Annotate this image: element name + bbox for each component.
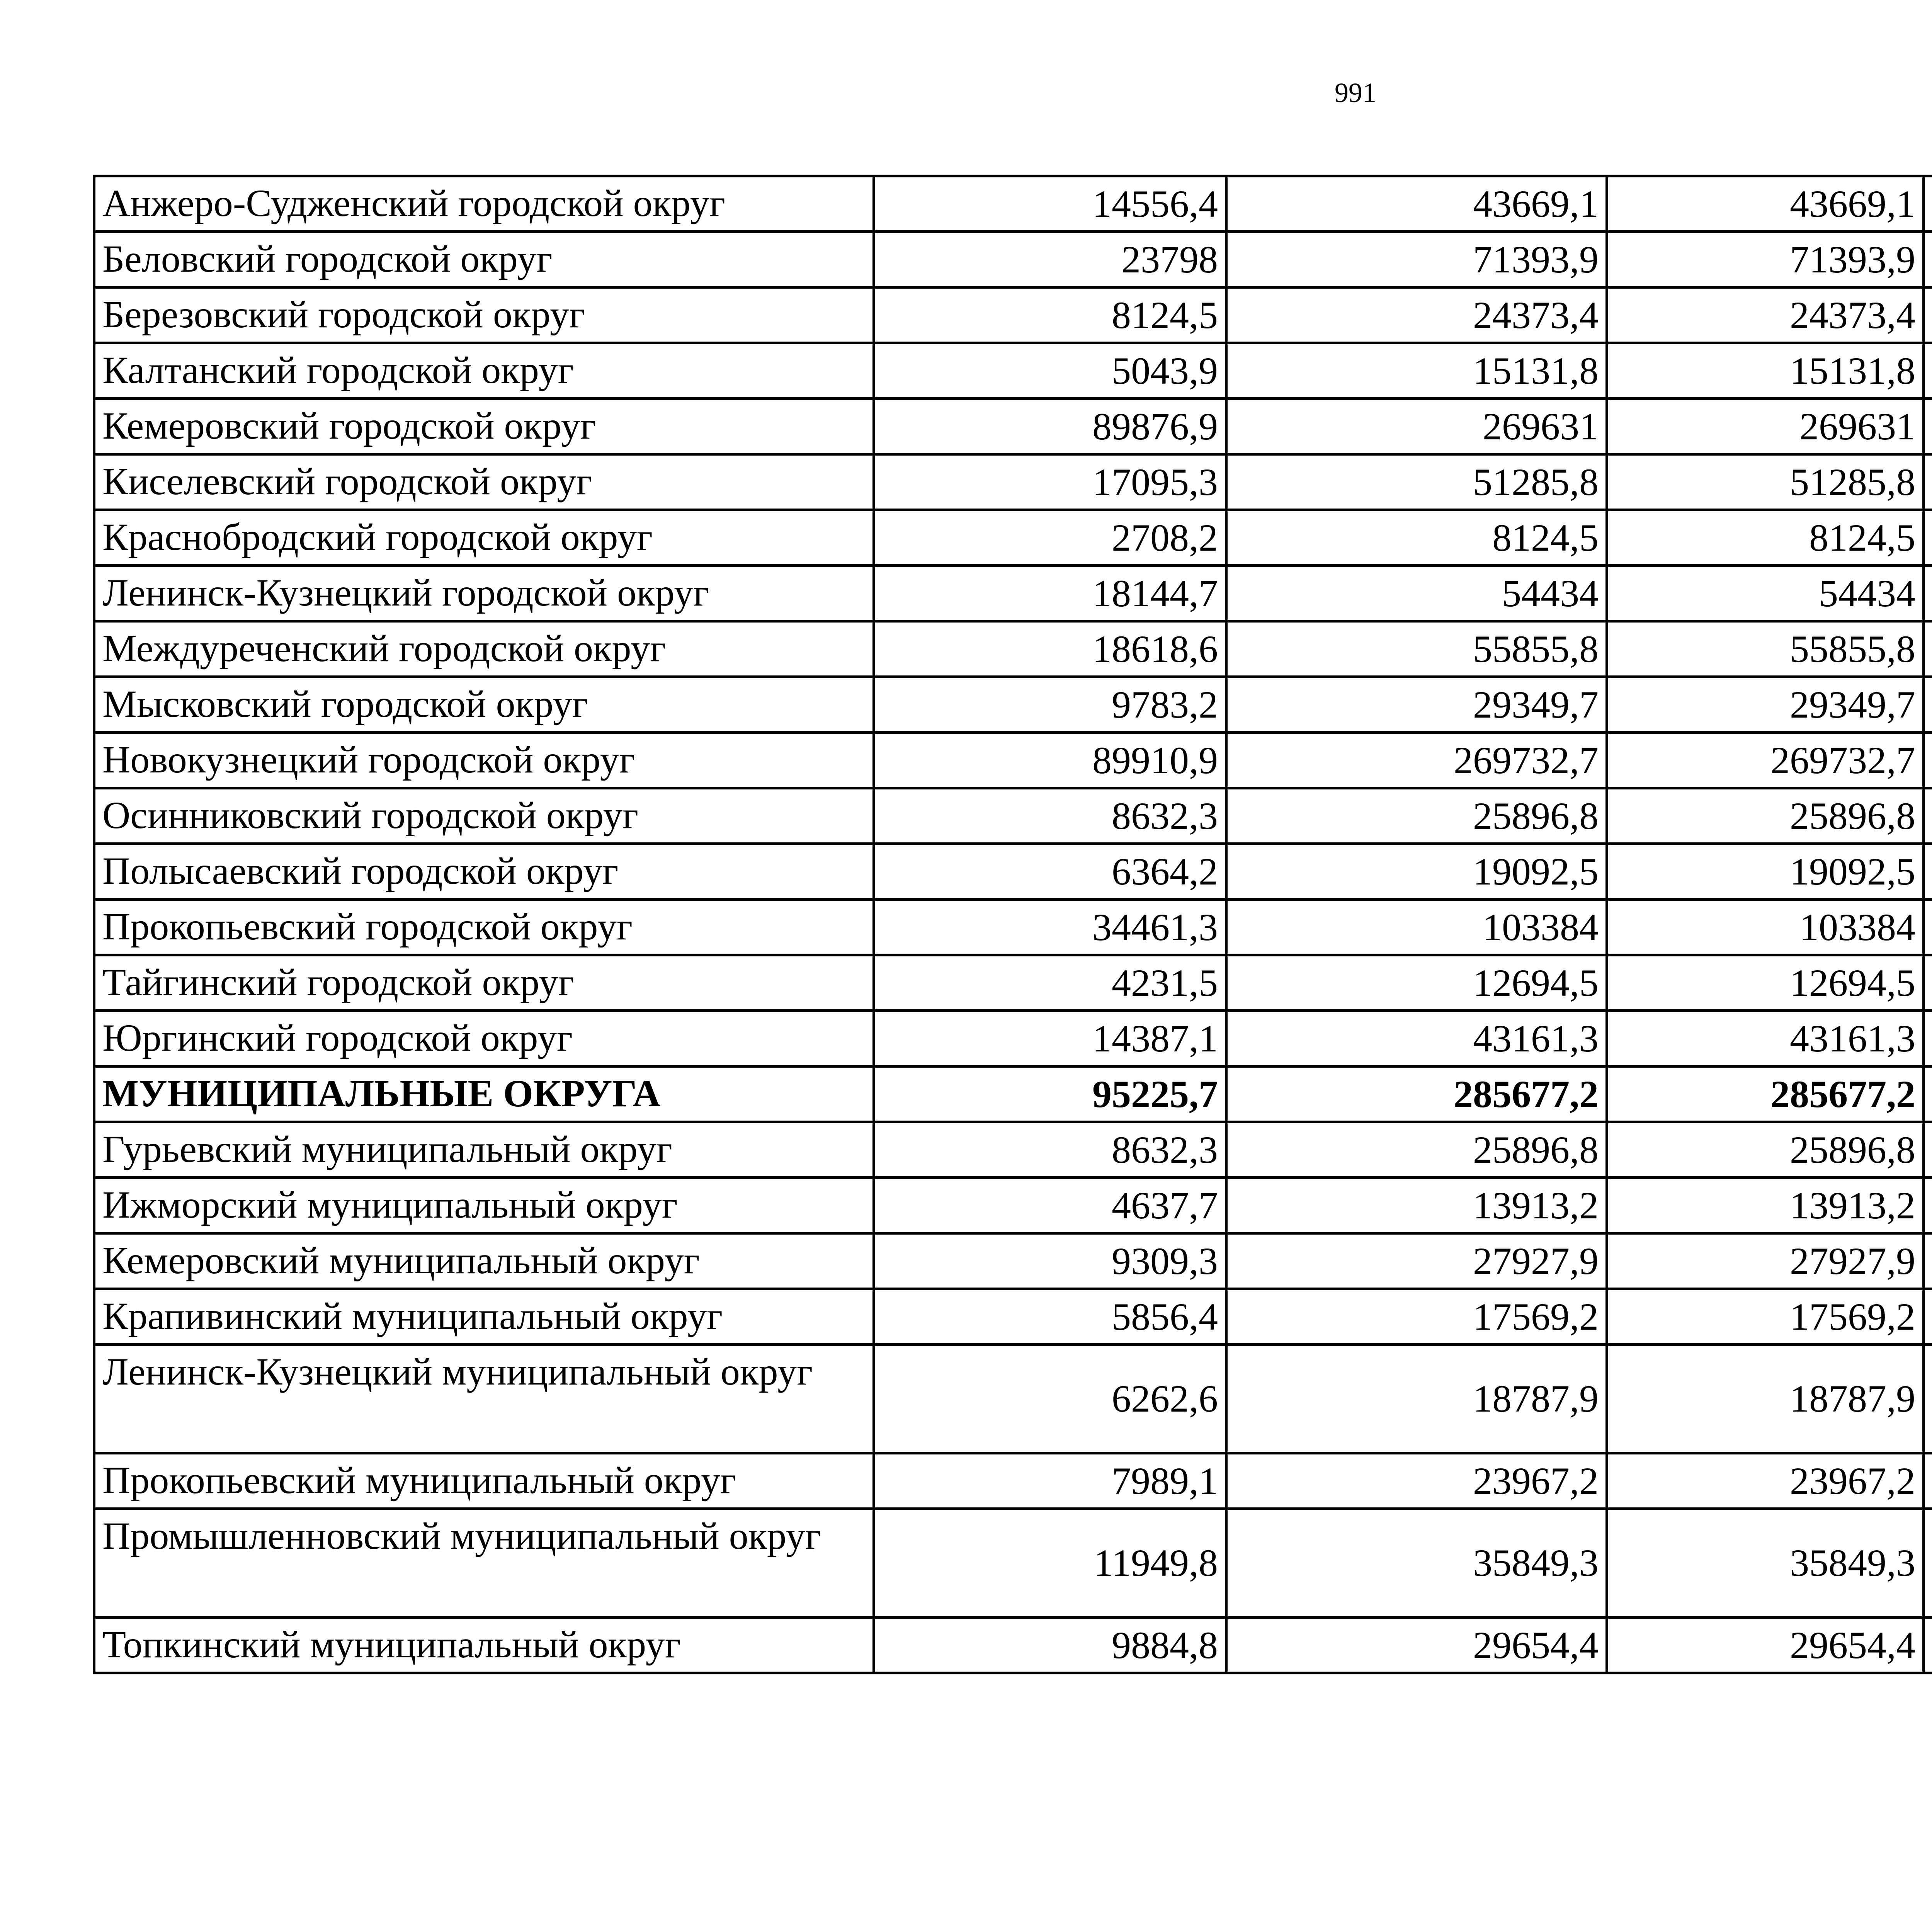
row-name-cell: Ленинск-Кузнецкий муниципальный округ <box>94 1345 874 1453</box>
value-cell-3: 35849,3 <box>1607 1509 1924 1618</box>
table-row <box>94 900 1932 955</box>
value-cell-3: 269631 <box>1607 399 1924 454</box>
value-cell-1: 8632,3 <box>874 788 1226 844</box>
table-row <box>94 844 1932 900</box>
row-name-cell: Анжеро-Судженский городской округ <box>94 176 874 232</box>
value-cell-4 <box>1924 677 1932 733</box>
table-row <box>94 566 1932 621</box>
table-row <box>94 1178 1932 1233</box>
value-cell-1: 18144,7 <box>874 566 1226 621</box>
value-cell-4 <box>1924 1509 1932 1618</box>
value-cell-1: 5856,4 <box>874 1289 1226 1345</box>
value-cell-2: 24373,4 <box>1226 287 1607 343</box>
value-cell-1: 14556,4 <box>874 176 1226 232</box>
value-cell-2: 25896,8 <box>1226 1122 1607 1178</box>
value-cell-3: 12694,5 <box>1607 955 1924 1011</box>
value-cell-1: 8124,5 <box>874 287 1226 343</box>
value-cell-4 <box>1924 1345 1932 1453</box>
row-name-cell: Гурьевский муниципальный округ <box>94 1122 874 1178</box>
row-name-cell: Прокопьевский городской округ <box>94 900 874 955</box>
value-cell-3: 54434 <box>1607 566 1924 621</box>
value-cell-4 <box>1924 232 1932 287</box>
row-name-cell: Топкинский муниципальный округ <box>94 1618 874 1673</box>
value-cell-4 <box>1924 343 1932 399</box>
value-cell-3: 43669,1 <box>1607 176 1924 232</box>
table-row <box>94 621 1932 677</box>
value-cell-4 <box>1924 955 1932 1011</box>
value-cell-3: 8124,5 <box>1607 510 1924 566</box>
value-cell-2: 54434 <box>1226 566 1607 621</box>
value-cell-4 <box>1924 1011 1932 1067</box>
value-cell-1: 4637,7 <box>874 1178 1226 1233</box>
table-row <box>94 955 1932 1011</box>
value-cell-2: 285677,2 <box>1226 1067 1607 1122</box>
value-cell-3: 25896,8 <box>1607 788 1924 844</box>
row-name-cell: Ленинск-Кузнецкий городской округ <box>94 566 874 621</box>
row-name-cell: МУНИЦИПАЛЬНЫЕ ОКРУГА <box>94 1067 874 1122</box>
row-name-cell: Ижморский муниципальный округ <box>94 1178 874 1233</box>
value-cell-3: 13913,2 <box>1607 1178 1924 1233</box>
table-row <box>94 1453 1932 1509</box>
value-cell-3: 29654,4 <box>1607 1618 1924 1673</box>
row-name-cell: Новокузнецкий городской округ <box>94 733 874 788</box>
value-cell-4 <box>1924 176 1932 232</box>
row-name-cell: Мысковский городской округ <box>94 677 874 733</box>
value-cell-4 <box>1924 287 1932 343</box>
value-cell-3: 51285,8 <box>1607 454 1924 510</box>
table-row <box>94 399 1932 454</box>
row-name-cell: Кемеровский муниципальный округ <box>94 1233 874 1289</box>
value-cell-4 <box>1924 900 1932 955</box>
row-name-cell: Юргинский городской округ <box>94 1011 874 1067</box>
table-row <box>94 733 1932 788</box>
section-subtotal-row <box>94 1067 1932 1122</box>
value-cell-1: 7989,1 <box>874 1453 1226 1509</box>
value-cell-1: 6364,2 <box>874 844 1226 900</box>
value-cell-4 <box>1924 566 1932 621</box>
value-cell-1: 23798 <box>874 232 1226 287</box>
value-cell-2: 23967,2 <box>1226 1453 1607 1509</box>
table-row <box>94 176 1932 232</box>
table-row <box>94 1233 1932 1289</box>
table-row <box>94 1618 1932 1673</box>
value-cell-3: 55855,8 <box>1607 621 1924 677</box>
value-cell-2: 17569,2 <box>1226 1289 1607 1345</box>
table-row <box>94 232 1932 287</box>
value-cell-2: 25896,8 <box>1226 788 1607 844</box>
value-cell-2: 71393,9 <box>1226 232 1607 287</box>
value-cell-2: 269631 <box>1226 399 1607 454</box>
table-row <box>94 287 1932 343</box>
value-cell-1: 89910,9 <box>874 733 1226 788</box>
value-cell-3: 18787,9 <box>1607 1345 1924 1453</box>
table-row <box>94 1345 1932 1453</box>
value-cell-2: 35849,3 <box>1226 1509 1607 1618</box>
table-row <box>94 1289 1932 1345</box>
value-cell-1: 6262,6 <box>874 1345 1226 1453</box>
value-cell-3: 103384 <box>1607 900 1924 955</box>
row-name-cell: Калтанский городской округ <box>94 343 874 399</box>
value-cell-3: 43161,3 <box>1607 1011 1924 1067</box>
value-cell-3: 269732,7 <box>1607 733 1924 788</box>
row-name-cell: Междуреченский городской округ <box>94 621 874 677</box>
value-cell-4 <box>1924 399 1932 454</box>
table-row <box>94 1509 1932 1618</box>
value-cell-1: 11949,8 <box>874 1509 1226 1618</box>
value-cell-3: 17569,2 <box>1607 1289 1924 1345</box>
value-cell-2: 43161,3 <box>1226 1011 1607 1067</box>
value-cell-1: 8632,3 <box>874 1122 1226 1178</box>
value-cell-1: 9309,3 <box>874 1233 1226 1289</box>
value-cell-1: 18618,6 <box>874 621 1226 677</box>
value-cell-4 <box>1924 733 1932 788</box>
value-cell-1: 95225,7 <box>874 1067 1226 1122</box>
value-cell-2: 13913,2 <box>1226 1178 1607 1233</box>
row-name-cell: Промышленновский муниципальный округ <box>94 1509 874 1618</box>
row-name-cell: Крапивинский муниципальный округ <box>94 1289 874 1345</box>
value-cell-4 <box>1924 1178 1932 1233</box>
value-cell-2: 103384 <box>1226 900 1607 955</box>
value-cell-3: 24373,4 <box>1607 287 1924 343</box>
value-cell-3: 15131,8 <box>1607 343 1924 399</box>
value-cell-1: 9783,2 <box>874 677 1226 733</box>
row-name-cell: Березовский городской округ <box>94 287 874 343</box>
value-cell-4 <box>1924 1233 1932 1289</box>
value-cell-3: 71393,9 <box>1607 232 1924 287</box>
row-name-cell: Киселевский городской округ <box>94 454 874 510</box>
value-cell-4 <box>1924 1289 1932 1345</box>
value-cell-2: 29349,7 <box>1226 677 1607 733</box>
value-cell-2: 27927,9 <box>1226 1233 1607 1289</box>
value-cell-2: 8124,5 <box>1226 510 1607 566</box>
value-cell-4 <box>1924 788 1932 844</box>
value-cell-3: 285677,2 <box>1607 1067 1924 1122</box>
value-cell-1: 5043,9 <box>874 343 1226 399</box>
table-row <box>94 510 1932 566</box>
value-cell-2: 19092,5 <box>1226 844 1607 900</box>
budget-table <box>93 175 1932 1674</box>
value-cell-1: 34461,3 <box>874 900 1226 955</box>
value-cell-2: 29654,4 <box>1226 1618 1607 1673</box>
row-name-cell: Кемеровский городской округ <box>94 399 874 454</box>
table-row <box>94 788 1932 844</box>
value-cell-1: 17095,3 <box>874 454 1226 510</box>
table-row <box>94 677 1932 733</box>
row-name-cell: Краснобродский городской округ <box>94 510 874 566</box>
value-cell-1: 89876,9 <box>874 399 1226 454</box>
value-cell-1: 2708,2 <box>874 510 1226 566</box>
value-cell-2: 12694,5 <box>1226 955 1607 1011</box>
row-name-cell: Тайгинский городской округ <box>94 955 874 1011</box>
table-row <box>94 1011 1932 1067</box>
value-cell-4 <box>1924 1122 1932 1178</box>
value-cell-2: 269732,7 <box>1226 733 1607 788</box>
value-cell-4 <box>1924 1067 1932 1122</box>
value-cell-1: 4231,5 <box>874 955 1226 1011</box>
value-cell-1: 14387,1 <box>874 1011 1226 1067</box>
value-cell-2: 51285,8 <box>1226 454 1607 510</box>
table-row <box>94 454 1932 510</box>
table-row <box>94 1122 1932 1178</box>
value-cell-4 <box>1924 621 1932 677</box>
value-cell-2: 55855,8 <box>1226 621 1607 677</box>
value-cell-4 <box>1924 454 1932 510</box>
row-name-cell: Беловский городской округ <box>94 232 874 287</box>
value-cell-4 <box>1924 1453 1932 1509</box>
row-name-cell: Прокопьевский муниципальный округ <box>94 1453 874 1509</box>
value-cell-3: 19092,5 <box>1607 844 1924 900</box>
value-cell-3: 29349,7 <box>1607 677 1924 733</box>
row-name-cell: Полысаевский городской округ <box>94 844 874 900</box>
value-cell-3: 23967,2 <box>1607 1453 1924 1509</box>
value-cell-2: 43669,1 <box>1226 176 1607 232</box>
value-cell-2: 18787,9 <box>1226 1345 1607 1453</box>
value-cell-4 <box>1924 510 1932 566</box>
value-cell-4 <box>1924 1618 1932 1673</box>
value-cell-4 <box>1924 844 1932 900</box>
value-cell-3: 27927,9 <box>1607 1233 1924 1289</box>
page-number: 991 <box>1335 77 1376 108</box>
value-cell-2: 15131,8 <box>1226 343 1607 399</box>
row-name-cell: Осинниковский городской округ <box>94 788 874 844</box>
value-cell-3: 25896,8 <box>1607 1122 1924 1178</box>
table-row <box>94 343 1932 399</box>
value-cell-1: 9884,8 <box>874 1618 1226 1673</box>
